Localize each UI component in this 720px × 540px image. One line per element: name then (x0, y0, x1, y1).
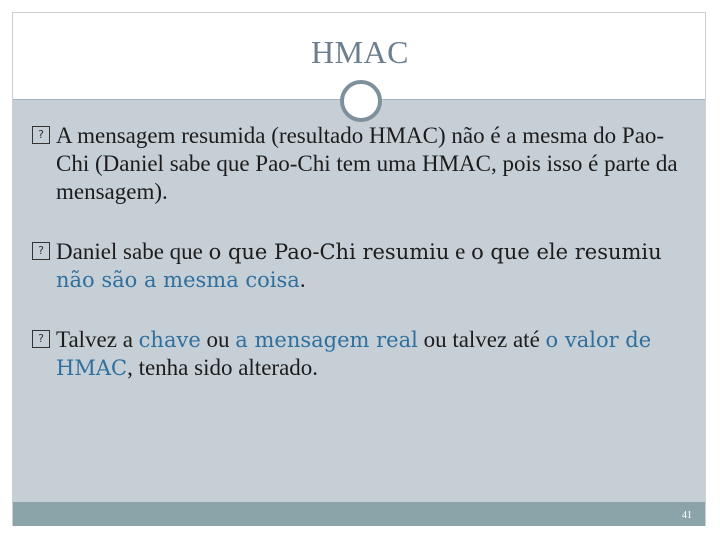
page-number: 41 (682, 510, 692, 521)
bullet-box-icon: ? (32, 242, 50, 260)
bullet-list (32, 122, 682, 414)
bullet-2-phrase-2: o que ele resumiu (471, 240, 662, 264)
bullet-box-icon: ? (32, 126, 50, 144)
bullet-2-period: . (299, 267, 306, 292)
footer-bar (13, 502, 705, 526)
circle-ornament-icon (340, 80, 382, 122)
bullet-3-highlight-key: chave (138, 328, 201, 352)
bullet-3-highlight-hmac: o valor de HMAC (56, 328, 652, 380)
bullet-3-text-c: ou talvez até (417, 327, 546, 352)
bullet-2-text-b: e (449, 239, 472, 264)
bullet-3-text-d: , tenha sido alterado. (127, 355, 319, 380)
bullet-box-icon: ? (32, 330, 50, 348)
bullet-1-text: A mensagem resumida (resultado HMAC) não é a mesma do Pao-Chi (Daniel sabe que Pao-Chi tem uma HMAC, pois isso é parte da mensagem). (56, 123, 678, 204)
bullet-3-text-a: Talvez a (56, 327, 139, 352)
bullet-2-phrase-1: o que Pao-Chi resumiu (208, 240, 450, 264)
bullet-item-1 (32, 122, 682, 206)
bullet-3-text-b: ou (200, 327, 236, 352)
slide-title: HMAC (310, 34, 409, 70)
bullet-item-2 (32, 238, 682, 294)
bullet-3-highlight-message: a mensagem real (235, 328, 418, 352)
bullet-2-text-a: Daniel sabe que (56, 239, 209, 264)
bullet-item-3 (32, 326, 682, 382)
bullet-2-highlight: não são a mesma coisa (56, 268, 300, 292)
